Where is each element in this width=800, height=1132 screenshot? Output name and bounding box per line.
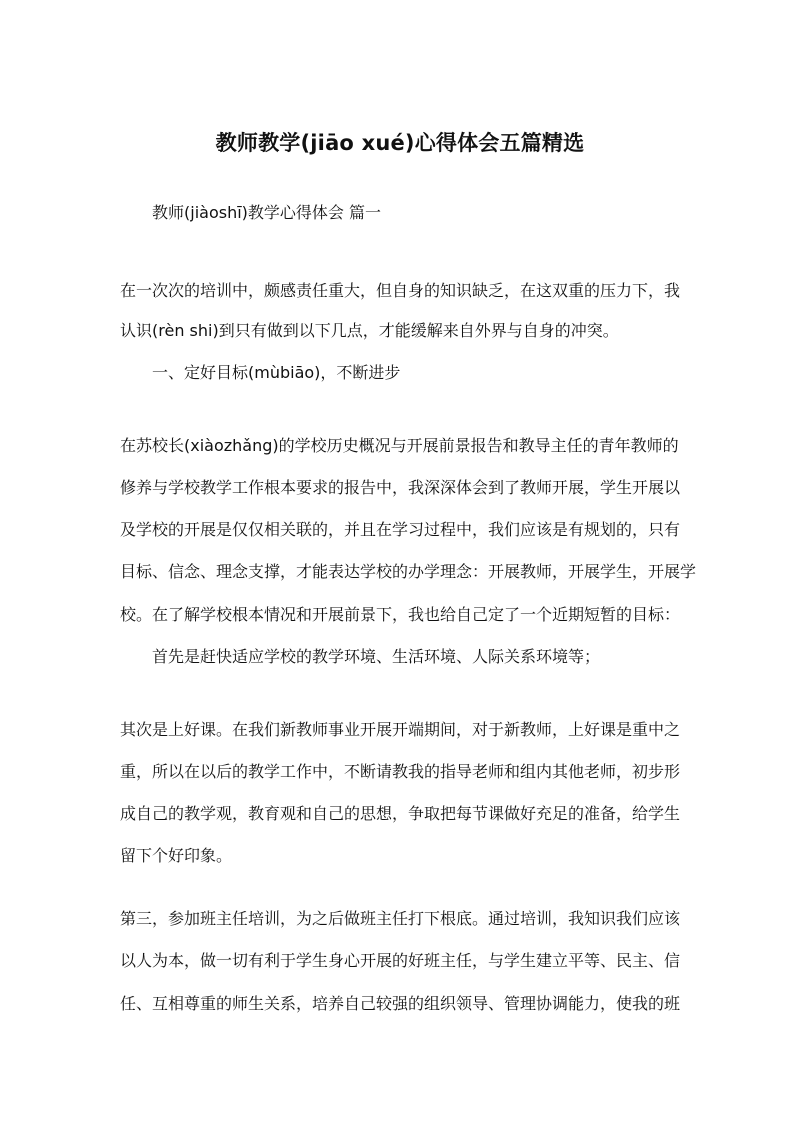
paragraph-line: 目标、信念、理念支撑，才能表达学校的办学理念：开展教师，开展学生，开展学	[120, 562, 697, 581]
paragraph-line: 成自己的教学观，教育观和自己的思想，争取把每节课做好充足的准备，给学生	[120, 804, 681, 823]
paragraph-line: 在一次次的培训中，颇感责任重大，但自身的知识缺乏，在这双重的压力下，我	[120, 281, 681, 300]
section-heading: 教师(jiàoshī)教学心得体会 篇一	[152, 203, 381, 222]
paragraph-line: 其次是上好课。在我们新教师事业开展开端期间，对于新教师，上好课是重中之	[120, 720, 681, 739]
paragraph-line: 以人为本，做一切有利于学生身心开展的好班主任，与学生建立平等、民主、信	[120, 951, 681, 970]
paragraph-line: 首先是赶快适应学校的教学环境、生活环境、人际关系环境等；	[152, 647, 601, 666]
paragraph-line: 留下个好印象。	[120, 846, 233, 865]
paragraph-line: 及学校的开展是仅仅相关联的，并且在学习过程中，我们应该是有规划的，只有	[120, 520, 681, 539]
paragraph-line: 认识(rèn shi)到只有做到以下几点，才能缓解来自外界与自身的冲突。	[120, 321, 619, 340]
paragraph-line: 第三，参加班主任培训，为之后做班主任打下根底。通过培训，我知识我们应该	[120, 909, 681, 928]
paragraph-line: 修养与学校教学工作根本要求的报告中，我深深体会到了教师开展，学生开展以	[120, 478, 681, 497]
paragraph-line: 校。在了解学校根本情况和开展前景下，我也给自己定了一个近期短暂的目标：	[120, 605, 681, 624]
document-title: 教师教学(jiāo xué)心得体会五篇精选	[215, 131, 585, 155]
paragraph-line: 重，所以在以后的教学工作中，不断请教我的指导老师和组内其他老师，初步形	[120, 762, 681, 781]
paragraph-line: 在苏校长(xiàozhǎng)的学校历史概况与开展前景报告和教导主任的青年教师的	[120, 436, 679, 455]
subheading-goals: 一、定好目标(mùbiāo)，不断进步	[152, 363, 401, 382]
paragraph-line: 任、互相尊重的师生关系，培养自己较强的组织领导、管理协调能力，使我的班	[120, 994, 681, 1013]
